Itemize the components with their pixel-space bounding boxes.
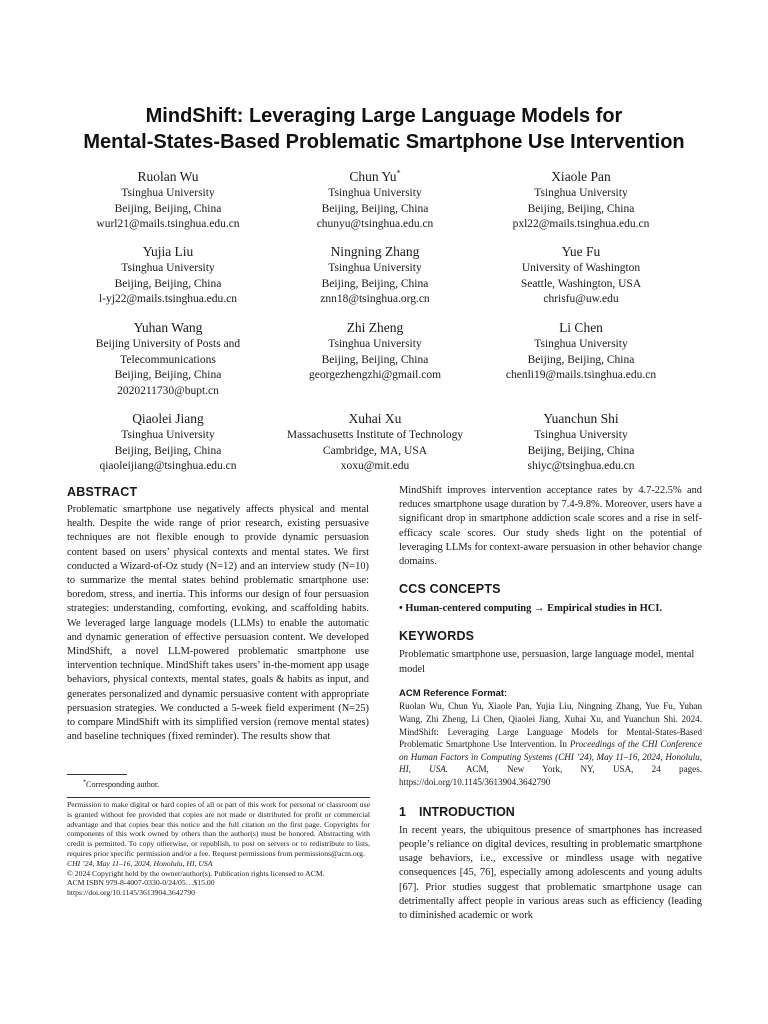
author-affiliation: Beijing, Beijing, China	[321, 353, 429, 366]
author-affiliation: Tsinghua University	[328, 187, 422, 199]
ccs-text: • Human-centered computing → Empirical studies in HCI.	[399, 603, 663, 615]
doi-link[interactable]: https://doi.org/10.1145/3613904.3642790	[67, 888, 195, 898]
author-name: Yuanchun Shi	[543, 411, 619, 426]
author-affiliation: Tsinghua University	[328, 262, 422, 274]
author-affiliation: Beijing, Beijing, China	[527, 202, 635, 215]
keywords-text: Problematic smartphone use, persuasion, large language model, mental model	[399, 649, 695, 675]
author-email[interactable]: 2020211730@bupt.cn	[117, 384, 219, 397]
author-affiliation: Beijing, Beijing, China	[114, 202, 222, 215]
author-name: Xiaole Pan	[551, 169, 611, 184]
permission-rule	[67, 797, 370, 798]
keywords-heading: KEYWORDS	[399, 629, 475, 644]
acm-reference-text	[399, 700, 702, 788]
author-affiliation: Tsinghua University	[534, 338, 628, 350]
author-card	[255, 168, 495, 233]
author-card	[48, 243, 288, 308]
abstract-text: Problematic smartphone use negatively affects physical and mental health. Despite the wide range of prior research, existing persuasive techniques are not flexible enough to provide dynamic persuasion content based on users’ physical contexts and mental states. We first conducted a Wizard-of-Oz study (N=12) and an interview study (N=10) to summarize the mental states behind problematic smartphone use: boredom, stress, and inertia. This informs our design of four persuasion strategies: understanding, comforting, evoking, and scaffolding habits. We leveraged large language models (LLMs) to enable the automatic and dynamic generation of effective persuasion content. We developed MindShift, a novel LLM-powered problematic smartphone use intervention technique. MindShift takes users’ in-the-moment app usage behaviors, physical contexts, mental states, goals & habits as input, and generates personalized and dynamic persuasive content with appropriate persuasion strategies. We conducted a 5-week field experiment (N=25) to compare MindShift with its simplified version (remove mental states) and baseline techniques (fixed reminder). The results show that	[67, 504, 369, 743]
author-affiliation: Tsinghua University	[121, 262, 215, 274]
acm-reference	[399, 688, 702, 789]
author-affiliation: Seattle, Washington, USA	[520, 277, 642, 290]
author-card	[461, 410, 701, 475]
author-card	[48, 168, 288, 233]
author-email[interactable]: znn18@tsinghua.org.cn	[320, 293, 430, 305]
author-affiliation: University of Washington	[521, 262, 641, 274]
author-affiliation: Massachusetts Institute of Technology	[286, 429, 464, 441]
acm-reference-body: Ruolan Wu, Chun Yu, Xiaole Pan, Yujia Liu, Ningning Zhang, Yue Fu, Yuhan Wang, Zhi Zheng, Li Chen, Qiaolei Jiang, Xuhai Xu, and Yuanchun Shi. 2024. MindShift: Leveraging Large Language Models for Mental-States-Based Problematic Smartphone Use Intervention. In	[399, 701, 702, 750]
author-card	[48, 410, 288, 475]
author-email[interactable]: shiyc@tsinghua.edu.cn	[527, 460, 635, 472]
author-name: Yue Fu	[561, 244, 601, 259]
author-email[interactable]: pxl22@mails.tsinghua.edu.cn	[512, 218, 650, 230]
acm-reference-proceedings: Proceedings of the CHI Conference on Human Factors in Computing Systems (CHI ’24), May 11–16, 2024, Honolulu, HI, USA.	[399, 739, 702, 775]
author-name: Xuhai Xu	[348, 411, 402, 426]
author-name: Ruolan Wu	[137, 169, 199, 184]
author-email[interactable]: chrisfu@uw.edu	[543, 293, 619, 305]
author-affiliation: Tsinghua University	[534, 429, 628, 441]
introduction-heading	[399, 805, 702, 819]
author-affiliation: Beijing, Beijing, China	[527, 353, 635, 366]
author-card	[255, 410, 495, 475]
author-affiliation: Beijing, Beijing, China	[114, 369, 222, 381]
author-card	[255, 319, 495, 384]
author-affiliation: Tsinghua University	[534, 187, 628, 199]
author-affiliation: Beijing, Beijing, China	[321, 277, 429, 290]
footnote-mark: *	[83, 779, 86, 786]
author-card	[255, 243, 495, 308]
author-affiliation: Telecommunications	[120, 353, 216, 366]
author-affiliation: Tsinghua University	[121, 187, 215, 199]
author-card	[461, 319, 701, 384]
isbn-line: ACM ISBN 979-8-4007-0330-0/24/05…$15.00	[67, 878, 215, 888]
author-card	[461, 168, 701, 233]
author-name: Yujia Liu	[142, 244, 194, 259]
footnote-text: Corresponding author.	[86, 780, 160, 789]
section-title: INTRODUCTION	[419, 804, 515, 819]
author-name-line	[255, 168, 495, 186]
section-number: 1	[399, 804, 406, 819]
author-affiliation: Beijing, Beijing, China	[114, 444, 222, 457]
author-card	[48, 319, 288, 399]
author-affiliation: Beijing University of Posts and	[95, 338, 241, 350]
author-affiliation: Beijing, Beijing, China	[321, 202, 429, 215]
ccs-heading: CCS CONCEPTS	[399, 582, 501, 597]
left-column	[67, 484, 369, 744]
permission-block	[67, 800, 370, 898]
introduction-text: In recent years, the ubiquitous presence of smartphones has increased people’s reliance on digital devices, resulting in problematic smartphone usage behaviors, i.e., excessive or mindless usage with negative consequences [45, 76], especially among adolescents and young adults [67]. Prior studies suggest that problematic smartphone usage can detrimentally affect people in various areas such as efficiency (leading to diminished academic or work	[399, 824, 702, 921]
author-name: Yuhan Wang	[133, 320, 203, 335]
author-email[interactable]: wurl21@mails.tsinghua.edu.cn	[96, 218, 240, 230]
author-name: Qiaolei Jiang	[132, 411, 204, 426]
acm-reference-tail[interactable]: ACM, New York, NY, USA, 24 pages. https://doi.org/10.1145/3613904.3642790	[399, 764, 703, 787]
author-name: Chun Yu	[349, 169, 397, 184]
author-card	[461, 243, 701, 308]
venue-line: CHI ’24, May 11–16, 2024, Honolulu, HI, USA	[67, 858, 213, 868]
copyright-line: © 2024 Copyright held by the owner/author(s). Publication rights licensed to ACM.	[67, 868, 325, 878]
title-line-2: Mental-States-Based Problematic Smartphone Use Intervention	[83, 131, 685, 153]
title-line-1: MindShift: Leveraging Large Language Models for	[145, 105, 623, 127]
right-column	[399, 484, 702, 923]
footnote	[83, 779, 159, 790]
author-mark: *	[396, 168, 401, 178]
author-email[interactable]: qiaoleijiang@tsinghua.edu.cn	[99, 460, 237, 472]
author-affiliation: Beijing, Beijing, China	[527, 444, 635, 457]
author-affiliation: Tsinghua University	[328, 338, 422, 350]
author-email[interactable]: chenli19@mails.tsinghua.edu.cn	[505, 369, 657, 381]
author-affiliation: Beijing, Beijing, China	[114, 277, 222, 290]
author-email[interactable]: l-yj22@mails.tsinghua.edu.cn	[98, 293, 238, 305]
author-email[interactable]: georgezhengzhi@gmail.com	[308, 369, 442, 381]
footnote-rule	[67, 774, 127, 775]
author-name: Zhi Zheng	[346, 320, 404, 335]
author-email[interactable]: xoxu@mit.edu	[340, 460, 410, 472]
author-name: Li Chen	[559, 320, 603, 335]
abstract-continued: MindShift improves intervention acceptance rates by 4.7-22.5% and reduces smartphone usage duration by 7.4-9.8%. Moreover, users have a significant drop in smartphone addiction scale scores and a rise in self-efficacy scale scores. Our study sheds light on the potential of leveraging LLMs for context-aware persuasion in other behavior change domains.	[399, 485, 702, 568]
paper-title	[0, 103, 768, 155]
author-affiliation: Tsinghua University	[121, 429, 215, 441]
permission-text: Permission to make digital or hard copies of all or part of this work for personal or classroom use is granted without fee provided that copies are not made or distributed for profit or commercial advantage and that copies bear this notice and the full citation on the first page. Copyrights for components of this work owned by others than the author(s) must be honored. Abstracting with credit is permitted. To copy otherwise, or republish, to post on servers or to redistribute to lists, requires prior specific permission and/or a fee. Request permissions from permissions@acm.org.	[67, 800, 370, 858]
author-email[interactable]: chunyu@tsinghua.edu.cn	[316, 218, 434, 230]
author-affiliation: Cambridge, MA, USA	[322, 444, 428, 457]
author-name: Ningning Zhang	[330, 244, 420, 259]
acm-reference-label: ACM Reference Format:	[399, 687, 508, 699]
abstract-heading: ABSTRACT	[67, 485, 138, 499]
